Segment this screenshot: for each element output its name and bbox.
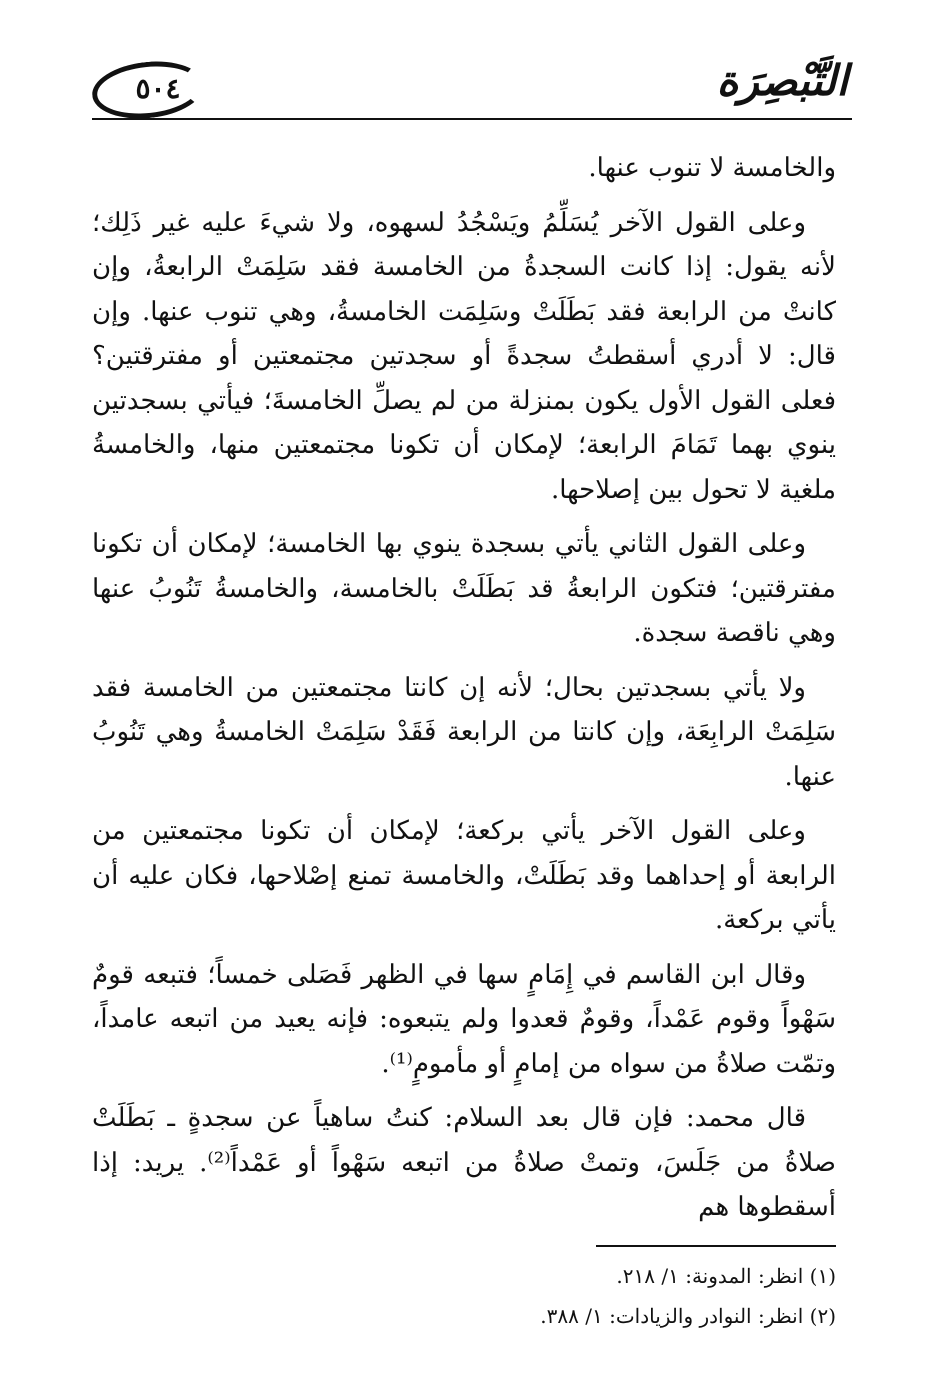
paragraph: ولا يأتي بسجدتين بحال؛ لأنه إن كانتا مجتمعتين من الخامسة فقد سَلِمَتْ الرابِعَة، وإن كانتا من الرابعة فَقَدْ سَلِمَتْ الخامسةُ وهي تَنُوبُ عنها.: [92, 672, 836, 792]
paragraph: وقال ابن القاسم في إِمَامٍ سها في الظهر فَصَلى خمساً؛ فتبعه قومٌ سَهْواً وقوم عَمْداً، وقومٌ قعدوا ولم يتبعوه: فإنه يعيد من اتبعه عامداً، وتمّت صلاةُ من سواه من إمامٍ أو مأمومٍ⁽¹⁾.: [92, 959, 836, 1079]
paragraph: وعلى القول الآخر يأتي بركعة؛ لإمكان أن تكونا مجتمعتين من الرابعة أو إحداهما وقد بَطَلَتْ، والخامسة تمنع إصْلاحها، فكان عليه أن يأتي بركعة.: [92, 816, 836, 935]
footnotes: [92, 1256, 836, 1336]
footnote-separator: [596, 1245, 836, 1247]
paragraph: قال محمد: فإن قال بعد السلام: كنتُ ساهياً عن سجدةٍ ـ بَطَلَتْ صلاةُ من جَلَسَ، وتمتْ صلاةُ من اتبعه سَهْواً أو عَمْداً⁽²⁾. يريد: إذا أسقطوها هم: [92, 1103, 836, 1222]
page-number: ٥٠٤: [135, 72, 181, 105]
body-text: [92, 146, 836, 1240]
header-rule: [92, 118, 852, 120]
paragraph: والخامسة لا تنوب عنها.: [588, 153, 836, 183]
paragraph: وعلى القول الآخر يُسَلِّمُ ويَسْجُدُ لسهوه، ولا شيءَ عليه غير ذَلِك؛ لأنه يقول: إذا كانت السجدةُ من الخامسة فقد سَلِمَتْ الرابعةُ، وإن كانتْ من الرابعة فقد بَطَلَتْ وسَلِمَت الخامسةُ، وهي تنوب عنها. وإن قال: لا أدري أسقطتُ سجدةً أو سجدتين مجتمعتين أو مفترقتين؟ فعلى القول الأول يكون بمنزلة من لم يصلِّ الخامسةَ؛ فيأتي بسجدتين ينوي بهما تَمَامَ الرابعة؛ لإمكان أن تكونا مجتمعتين منها، والخامسةُ ملغية لا تحول بين إصلاحها.: [92, 207, 836, 505]
page-header: [92, 54, 852, 126]
footnote: (١) انظر: المدونة: ١/ ٢١٨.: [616, 1264, 836, 1288]
book-title: التَّبْصِرَة: [716, 56, 848, 105]
footnote: (٢) انظر: النوادر والزيادات: ١/ ٣٨٨.: [540, 1304, 836, 1328]
paragraph: وعلى القول الثاني يأتي بسجدة ينوي بها الخامسة؛ لإمكان أن تكونا مفترقتين؛ فتكون الرابعةُ قد بَطَلَتْ بالخامسة، والخامسةُ تَنُوبُ عنها وهي ناقصة سجدة.: [92, 529, 836, 648]
